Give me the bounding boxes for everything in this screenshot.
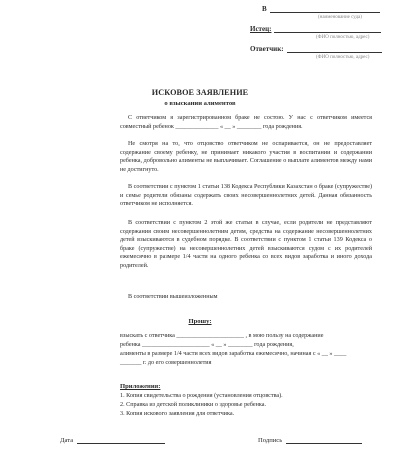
document-title: ИСКОВОЕ ЗАЯВЛЕНИЕ [151,88,249,97]
plaintiff-row [250,24,381,33]
plaintiff-label: Истец: [250,25,272,33]
request-line-4: _______ г. до его совершеннолетия [120,360,212,366]
court-prefix: В [262,5,267,13]
court-line [270,4,380,13]
paragraph-1: С ответчиком я зарегистрированном браке не состою. У нас с ответчиком имеется совместный ребенок ______________ « __ » ________ года рождения. [120,115,372,130]
date-line [77,436,165,444]
attachment-item: 2. Справка из детской поликлиники о здоровье ребенка. [120,402,267,408]
defendant-label: Ответчик: [250,45,284,53]
request-line-3: алименты в размере 1/4 части всех видов заработка ежемесячно, начиная с « __ » ____ [120,351,347,357]
plaintiff-line [274,24,381,33]
paragraph-3: В соответствии с пунктом 1 статьи 138 Кодекса Республики Казахстан о браке (супружестве) и семье родители обязаны содержать своих несовершеннолетних детей. Данная обязанность ответчиком не исполняется. [120,184,372,208]
signature-line [286,436,362,444]
defendant-hint: (ФИО полностью, адрес) [316,55,370,60]
request-line-1: взыскать с ответчика ______________________ , в мою пользу на содержание [120,333,324,339]
attachment-item: 3. Копия искового заявления для ответчика. [120,411,235,417]
defendant-line [287,44,382,53]
paragraph-2: Не смотря на то, что отцовство ответчиком не оспаривается, он не предоставляет содержание своему ребенку, не принимает никакого участия в воспитании и содержании ребенка, добровольно алименты не выплачивает. Соглашение о выплате алиментов между нами не достигнуто. [120,141,372,173]
attachments-title: Приложения: [120,383,161,390]
request-title: Прошу: [188,318,212,325]
paragraph-5: В соответствии вышеизложенным [128,294,218,300]
date-field [60,436,165,444]
signature-label: Подпись [258,437,283,444]
court-hint: (наименование суда) [318,15,362,20]
request-line-2: ребенка ______________________ « __ » ________ года рождения, [120,342,294,348]
attachment-item: 1. Копия свидетельства о рождения (установления отцовства). [120,393,283,399]
plaintiff-hint: (ФИО полностью, адрес) [316,35,370,40]
court-row [262,4,380,13]
document-subtitle: о взыскании алиментов [164,100,236,107]
signature-field [258,436,362,444]
defendant-row [250,44,382,53]
date-label: Дата [60,437,74,444]
paragraph-4: В соответствии с пунктом 2 этой же статьи в случае, если родители не представляют содержания своим несовершеннолетним детям, средства на содержание несовершеннолетних детей взыскиваются в судебном порядке. В соответствии с пунктом 1 статьи 139 Кодекса о браке (супружестве) на несовершеннолетних детей взыскиваются судом с их родителей ежемесячно в размере 1/4 части на одного ребенка со всех видов заработка и иного дохода родителей. [120,220,372,269]
